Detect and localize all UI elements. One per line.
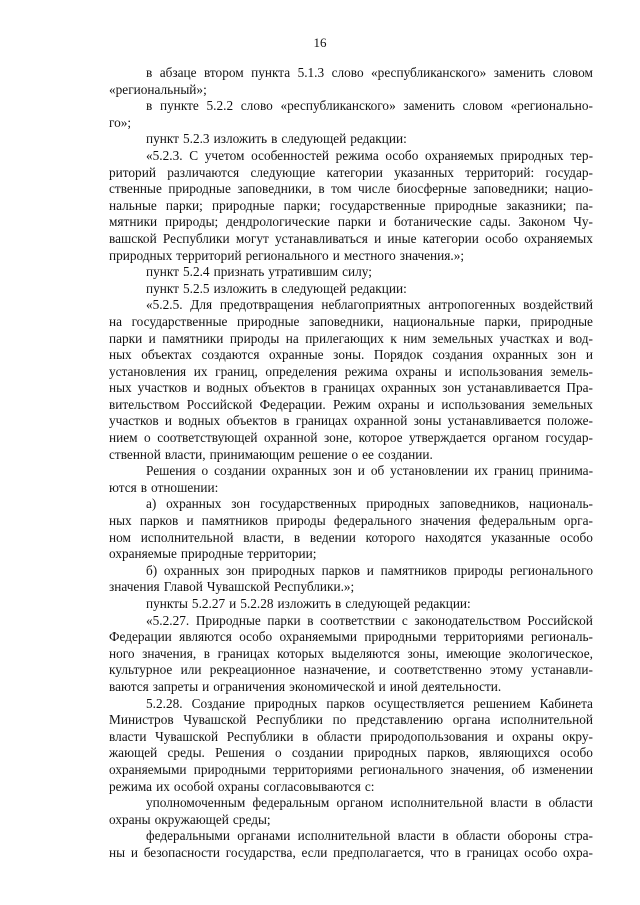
paragraph <box>109 463 593 496</box>
text-line: ных парков и памятников природы федерального значения федеральным орга- <box>109 513 593 529</box>
text-line: уполномоченным федеральным органом исполнительной власти в области <box>146 795 593 811</box>
text-line: охраны окружающей среды; <box>109 811 271 827</box>
text-line: в пункте 5.2.2 слово «республиканского» заменить словом «регионально- <box>146 98 593 114</box>
text-line: Федерации являются особо охраняемыми природными территориями региональ- <box>109 629 593 645</box>
text-line: го»; <box>109 114 132 130</box>
text-line: нием о соответствующей охранной зоне, которое утверждается органом государ- <box>109 430 593 446</box>
text-line: вашской Республики могут устанавливаться и иные категории особо охраняемых <box>109 230 593 246</box>
text-line: ются в отношении: <box>109 479 219 495</box>
text-line: риторий различаются следующие категории указанных территорий: государ- <box>109 164 593 180</box>
text-line: ваются запреты и ограничения экономической и иной деятельности. <box>109 678 502 694</box>
paragraph <box>109 131 593 148</box>
paragraph <box>109 98 593 131</box>
text-line: власти Чувашской Республики в области природопользования и охраны окру- <box>109 728 593 744</box>
paragraph <box>109 563 593 596</box>
text-line: б) охранных зон природных парков и памятников природы регионального <box>146 562 593 578</box>
paragraph <box>109 596 593 613</box>
text-line: пункт 5.2.3 изложить в следующей редакции: <box>146 131 407 147</box>
text-line: режима их особой охраны согласовываются с: <box>109 778 375 794</box>
paragraph <box>109 613 593 696</box>
text-line: нальные парки; природные парки; государственные природные заказники; па- <box>109 197 593 213</box>
text-line: установления их границ, определения режима охраны и использования земель- <box>109 363 593 379</box>
text-line: участков и водных объектов в границах охранной зоны устанавливается положе- <box>109 413 593 429</box>
document-body <box>109 65 593 862</box>
text-line: ных участков и водных объектов в границах охранных зон устанавливается Пра- <box>109 380 593 396</box>
text-line: в абзаце втором пункта 5.1.3 слово «республиканского» заменить словом <box>146 65 593 80</box>
text-line: ного значения, в границах которых выделяются зоны, имеющие экологическое, <box>109 645 593 661</box>
text-line: охраняемыми природными территориями регионального значения, об изменении <box>109 761 593 777</box>
text-line: на государственные природные заповедники, национальные парки, природные <box>109 313 593 329</box>
text-line: Министров Чувашской Республики по представлению органа исполнительной <box>109 712 593 728</box>
page-number: 16 <box>313 35 327 50</box>
text-line: культурное или рекреационное назначение, и соответственно этому устанавли- <box>109 662 593 678</box>
text-line: «5.2.27. Природные парки в соответствии с законодательством Российской <box>146 612 593 628</box>
text-line: федеральными органами исполнительной власти в области обороны стра- <box>146 828 593 844</box>
paragraph <box>109 496 593 562</box>
paragraph <box>109 264 593 281</box>
text-line: пункт 5.2.5 изложить в следующей редакции: <box>146 280 407 296</box>
text-line: пункты 5.2.27 и 5.2.28 изложить в следующей редакции: <box>146 596 471 611</box>
text-line: ном исполнительной власти, в ведении которого находятся указанные особо <box>109 529 593 545</box>
text-line: парки и памятники природы на прилегающих к ним земельных участках и вод- <box>109 330 593 346</box>
text-line: ственной власти, принимающим решение о ее создании. <box>109 446 433 462</box>
paragraph <box>109 828 593 861</box>
text-line: природных территорий регионального и местного значения.»; <box>109 247 465 263</box>
text-line: «5.2.3. С учетом особенностей режима особо охраняемых природных тер- <box>146 147 593 163</box>
text-line: пункт 5.2.4 признать утратившим силу; <box>146 264 372 280</box>
text-line: «региональный»; <box>109 81 207 97</box>
text-line: значения Главой Чувашской Республики.»; <box>109 579 355 595</box>
text-line: ственные природные заповедники, в том числе биосферные заповедники; нацио- <box>109 181 593 197</box>
text-line: Решения о создании охранных зон и об установлении их границ принима- <box>146 463 593 479</box>
text-line: 5.2.28. Создание природных парков осуществляется решением Кабинета <box>146 695 593 711</box>
text-line: а) охранных зон государственных природных заповедников, националь- <box>146 496 593 512</box>
text-line: вительством Российской Федерации. Режим охраны и использования земельных <box>109 396 593 412</box>
paragraph <box>109 65 593 98</box>
paragraph <box>109 297 593 463</box>
paragraph <box>109 281 593 298</box>
text-line: мятники природы; дендрологические парки и ботанические сады. Законом Чу- <box>109 214 593 230</box>
text-line: охраняемые природные территории; <box>109 546 317 562</box>
text-line: ны и безопасности государства, если предполагается, что в границах особо охра- <box>109 844 593 860</box>
paragraph <box>109 696 593 796</box>
text-line: «5.2.5. Для предотвращения неблагоприятных антропогенных воздействий <box>146 297 593 313</box>
paragraph <box>109 795 593 828</box>
text-line: жающей среды. Решения о создании природных парков, являющихся особо <box>109 745 593 761</box>
text-line: ных объектах создаются охранные зоны. Порядок создания охранных зон и <box>109 347 593 363</box>
paragraph <box>109 148 593 264</box>
